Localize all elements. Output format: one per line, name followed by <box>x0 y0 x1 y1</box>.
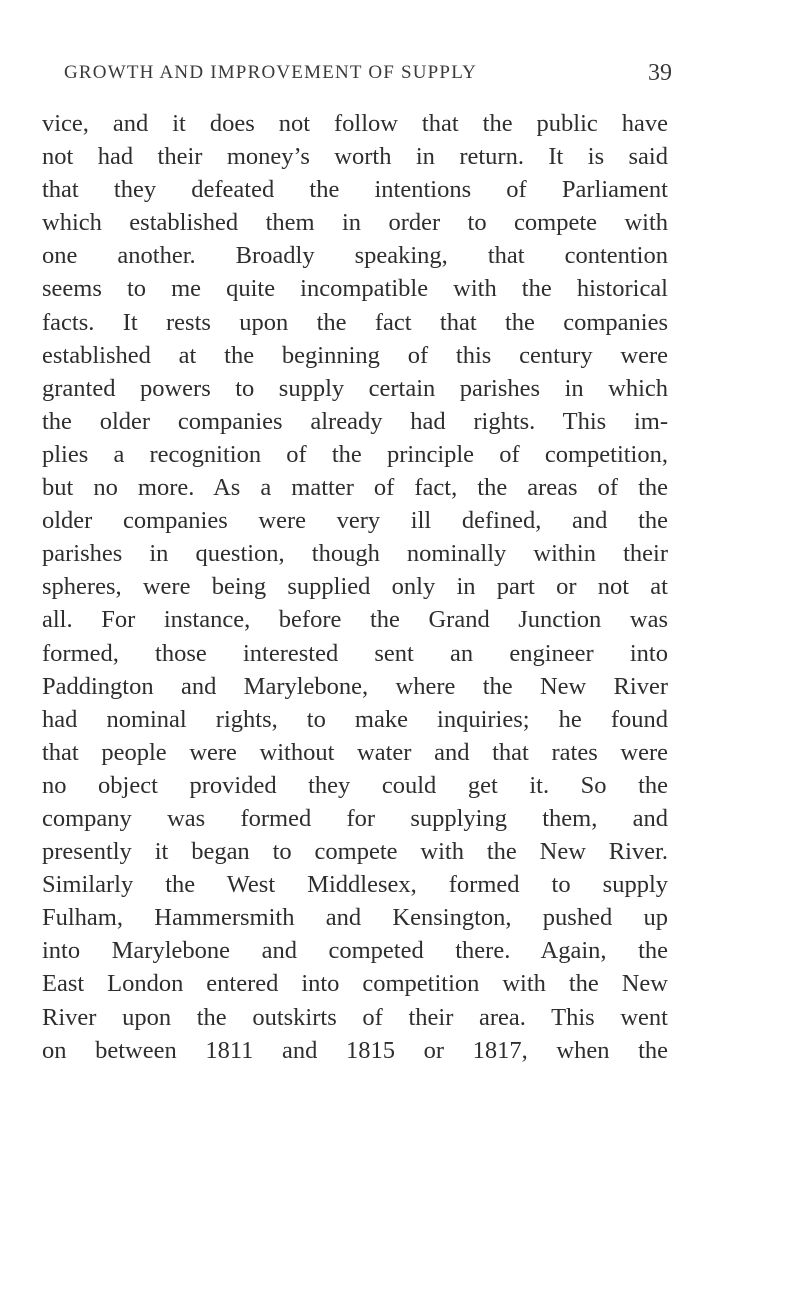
text-line: spheres, were being supplied only in part or not at <box>42 573 668 601</box>
running-header <box>64 62 672 90</box>
text-line: all. For instance, before the Grand Junction was <box>42 606 668 634</box>
text-line: the older companies already had rights. This im- <box>42 407 668 435</box>
text-line: granted powers to supply certain parishes in which <box>42 374 668 402</box>
text-line: presently it began to compete with the New River. <box>42 838 668 866</box>
text-line: that people were without water and that rates were <box>42 738 668 766</box>
text-line: parishes in question, though nominally within their <box>42 540 668 568</box>
text-line: seems to me quite incompatible with the historical <box>42 275 668 303</box>
body-text <box>42 107 668 1067</box>
page-number: 39 <box>648 60 672 86</box>
text-line: Similarly the West Middlesex, formed to supply <box>42 871 668 899</box>
text-line: that they defeated the intentions of Parliament <box>42 176 668 204</box>
text-line: older companies were very ill defined, and the <box>42 507 668 535</box>
text-line: River upon the outskirts of their area. This went <box>42 1003 668 1031</box>
text-line: East London entered into competition with the New <box>42 970 668 998</box>
text-line: which established them in order to compete with <box>42 209 668 237</box>
text-line: Paddington and Marylebone, where the New River <box>42 672 668 700</box>
text-line: not had their money’s worth in return. It is said <box>42 143 668 171</box>
text-line: no object provided they could get it. So the <box>42 771 668 799</box>
text-line: on between 1811 and 1815 or 1817, when the <box>42 1036 668 1064</box>
text-line: company was formed for supplying them, and <box>42 804 668 832</box>
text-line: into Marylebone and competed there. Again, the <box>42 937 668 965</box>
text-line: Fulham, Hammersmith and Kensington, pushed up <box>42 904 668 932</box>
text-line: established at the beginning of this century were <box>42 341 668 369</box>
text-line: had nominal rights, to make inquiries; he found <box>42 705 668 733</box>
text-line: but no more. As a matter of fact, the areas of the <box>42 474 668 502</box>
running-title: GROWTH AND IMPROVEMENT OF SUPPLY <box>64 62 478 83</box>
text-line: one another. Broadly speaking, that contention <box>42 242 668 270</box>
text-line: plies a recognition of the principle of competition, <box>42 440 668 468</box>
text-line: formed, those interested sent an engineer into <box>42 639 668 667</box>
text-line: vice, and it does not follow that the public have <box>42 110 668 137</box>
text-line: facts. It rests upon the fact that the companies <box>42 308 668 336</box>
